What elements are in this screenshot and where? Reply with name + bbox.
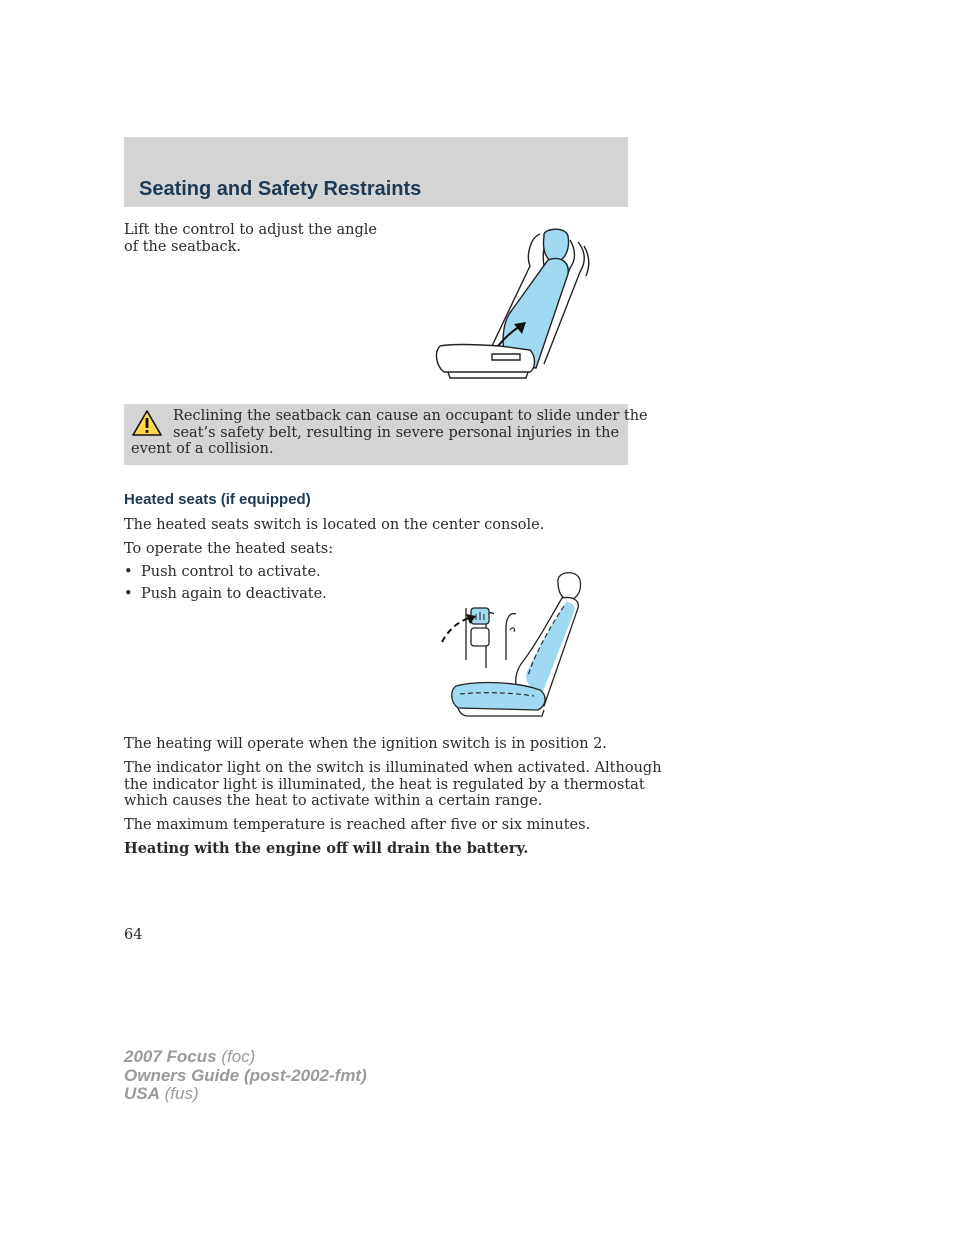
indicator-text: The indicator light on the switch is illuminated when activated. Although the indicator light is illuminated, the heat is regulated by a thermostat which causes the heat to activate within a certain range. [124,760,662,809]
seat-recline-illustration [430,226,595,382]
heated-seat-illustration [438,568,588,720]
battery-warning-text: Heating with the engine off will drain the battery. [124,840,529,857]
recline-instructions: Lift the control to adjust the angle of the seatback. [124,222,377,255]
warning-text-line2: seat’s safety belt, resulting in severe personal injuries in the [173,425,620,441]
warning-triangle-icon [131,409,163,437]
document-footer: 2007 Focus (foc) Owners Guide (post-2002-fmt) USA (fus) [124,1047,367,1103]
list-item: • Push again to deactivate. [124,586,327,602]
ignition-text: The heating will operate when the ignition switch is in position 2. [124,736,607,752]
max-temp-text: The maximum temperature is reached after five or six minutes. [124,817,591,833]
heated-seats-heading: Heated seats (if equipped) [124,491,311,508]
switch-location-text: The heated seats switch is located on the center console. [124,517,545,533]
page-title: Seating and Safety Restraints [139,178,422,200]
page-number: 64 [124,927,143,943]
operate-intro-text: To operate the heated seats: [124,541,334,557]
list-item: • Push control to activate. [124,564,321,580]
warning-text-line3: event of a collision. [131,441,274,457]
warning-text-line1: Reclining the seatback can cause an occupant to slide under the [173,408,648,424]
